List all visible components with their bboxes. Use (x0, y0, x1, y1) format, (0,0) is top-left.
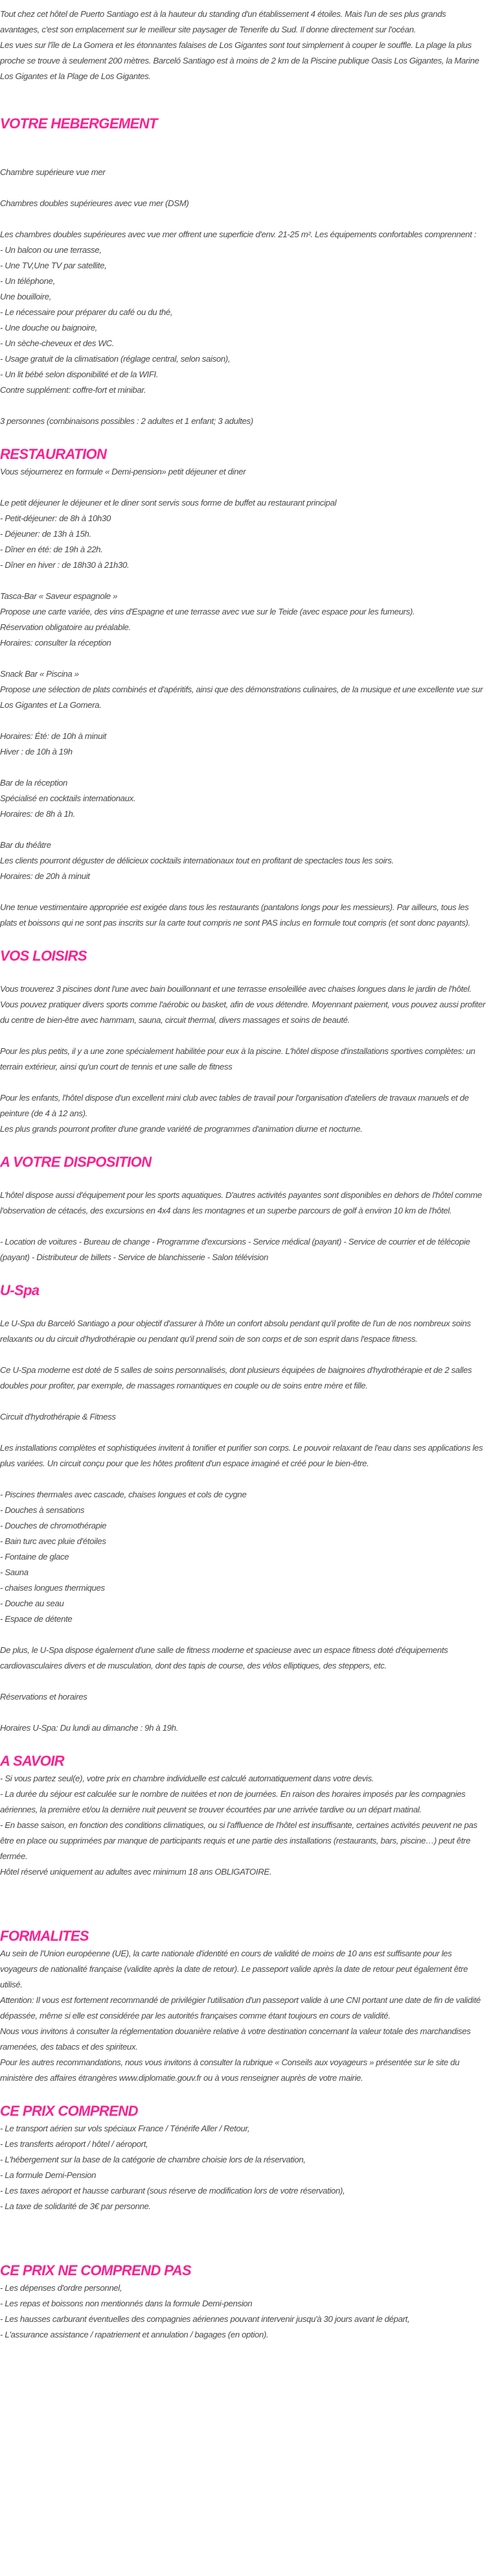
loisirs-paragraph: Vous trouverez 3 piscines dont l'une avec bain bouillonnant et une terrasse ensoleillée avec chaises longues dans le jardin de l'hôtel. Vous pouvez pratiquer divers sports comme l'aérobic ou basket, afin de vous détendre. Moyennant paiement, vous pouvez aussi profiter du centre de bien-être avec hammam, sauna, circuit thermal, divers massages et soins de beauté. (0, 984, 485, 1025)
savoir-line: Hôtel réservé uniquement au adultes avec minimum 18 ans OBLIGATOIRE. (0, 1867, 272, 1877)
uspa-paragraph: De plus, le U-Spa dispose également d'une salle de fitness moderne et spacieuse avec un espace fitness doté d'équipements cardiovasculaires divers et de musculation, dont des tapis de course, des vélos elliptiques, des steppers, etc. (0, 1645, 448, 1670)
savoir-line: - Si vous partez seul(e), votre prix en chambre individuelle est calculé automatiquement dans votre devis. (0, 1774, 374, 1783)
section-title-prix-ne-comprend-pas: CE PRIX NE COMPREND PAS (0, 2262, 192, 2278)
buffet-line: Le petit déjeuner le déjeuner et le diner sont servis sous forme de buffet au restaurant principal (0, 498, 337, 508)
included-item: - La formule Demi-Pension (0, 2170, 97, 2180)
circuit-item: - Espace de détente (0, 1614, 73, 1624)
section-title-formalites: FORMALITES (0, 1928, 89, 1944)
formalites-line: Pour les autres recommandations, nous vous invitons à consulter la rubrique « Conseils aux voyageurs » présentée sur le site du ministère des affaires étrangères www.diplomatie.gouv.fr ou à vous renseigner auprès de votre mairie. (0, 2057, 460, 2083)
equipment-item: - Un sèche-cheveux et des WC. (0, 338, 115, 348)
section-title-hebergement: VOTRE HEBERGEMENT (0, 115, 157, 132)
room-type: Chambres doubles supérieures avec vue mer (DSM) (0, 198, 189, 208)
excluded-item: - Les hausses carburant éventuelles des compagnies aériennes pouvant intervenir jusqu'à 30 jours avant le départ, (0, 2314, 410, 2324)
circuit-item: - Douches à sensations (0, 1505, 85, 1515)
equipment-item: - Une TV,Une TV par satellite, (0, 261, 107, 270)
excluded-item: - Les repas et boissons non mentionnés dans la formule Demi-pension (0, 2299, 253, 2308)
hebergement-section (0, 114, 487, 429)
intro-paragraph: Tout chez cet hôtel de Puerto Santiago est à la hauteur du standing d'un établissement 4 étoiles. Mais l'un de ses plus grands avantages, c'est son emplacement sur le meilleur site paysager de Tenerife du Sud. Il donne directement sur l'océan. (0, 9, 446, 34)
room-capacity: 3 personnes (combinaisons possibles : 2 adultes et 1 enfant; 3 adultes) (0, 416, 253, 426)
uspa-hours: Horaires U-Spa: Du lundi au dimanche : 9h à 19h. (0, 1723, 178, 1733)
uspa-section (0, 1265, 487, 1736)
snack-bar-name: Snack Bar « Piscina » (0, 669, 79, 679)
equipment-item: - Un téléphone, (0, 276, 55, 286)
buffet-line: - Dîner en hiver : de 18h30 à 21h30. (0, 560, 130, 570)
circuit-item: - Fontaine de glace (0, 1552, 69, 1562)
savoir-line: - En basse saison, en fonction des conditions climatiques, ou si l'affluence de l'hôtel est insuffisante, certaines activités peuvent ne pas être en place ou supprimées par manque de participants requis et une partie des installations (restaurants, bars, piscine…) peut être fermée. (0, 1820, 477, 1861)
equipment-item: Une bouilloire, (0, 292, 52, 301)
section-title-savoir: A SAVOIR (0, 1753, 65, 1769)
circuit-item: - Bain turc avec pluie d'étoiles (0, 1536, 106, 1546)
snack-bar-hours: Hiver : de 10h à 19h (0, 747, 73, 756)
disposition-paragraph: L'hôtel dispose aussi d'équipement pour les sports aquatiques. D'autres activités payantes sont disponibles en dehors de l'hôtel comme l'observation de cétacés, des excursions en 4x4 dans les montagnes et un superbe parcours de golf à environ 10 km de l'hôtel. (0, 1190, 482, 1215)
prix-ne-comprend-pas-section (0, 2214, 487, 2374)
equipment-item: - Un balcon ou une terrasse, (0, 245, 102, 255)
equipment-item: - Le nécessaire pour préparer du café ou du thé, (0, 307, 173, 317)
loisirs-section (0, 931, 487, 1137)
included-item: - Le transport aérien sur vols spéciaux France / Ténérife Aller / Retour, (0, 2124, 250, 2133)
disposition-section (0, 1137, 487, 1265)
circuit-item: - Douche au seau (0, 1598, 64, 1608)
snack-bar-line: Propose une sélection de plats combinés et d'apéritifs, ainsi que des démonstrations culinaires, de la musique et une excellente vue sur Los Gigantes et La Gomera. (0, 685, 483, 710)
intro-paragraph: Les vues sur l'île de La Gomera et les étonnantes falaises de Los Gigantes sont tout simplement à couper le souffle. La plage la plus proche se trouve à seulement 200 mètres. Barceló Santiago est à moins de 2 km de la Piscine publique Oasis Los Gigantes, la Marine Los Gigantes et la Plage de Los Gigantes. (0, 40, 479, 81)
equipment-item: - Un lit bébé selon disponibilité et de la WIFI. (0, 369, 159, 379)
loisirs-paragraph: Pour les plus petits, il y a une zone spécialement habilitée pour eux à la piscine. L'hôtel dispose d'installations sportives complètes: un terrain extérieur, ainsi qu'un court de tennis et une salle de fitness (0, 1046, 475, 1071)
savoir-line: - La durée du séjour est calculée sur le nombre de nuitées et non de journées. En raison des horaires imposés par les compagnies aériennes, la première et/ou la dernière nuit peuvent se trouver écourtées par une arrivée tardive ou un départ matinal. (0, 1789, 466, 1814)
included-item: - Les taxes aéroport et hausse carburant (sous réserve de modification lors de votre réservation), (0, 2186, 345, 2195)
savoir-section (0, 1736, 487, 1880)
prix-comprend-section (0, 2086, 487, 2214)
included-item: - Les transferts aéroport / hôtel / aéroport, (0, 2139, 148, 2149)
room-name: Chambre supérieure vue mer (0, 167, 106, 177)
excluded-item: - L'assurance assistance / rapatriement et annulation / bagages (en option). (0, 2330, 269, 2339)
meal-formula: Vous séjournerez en formule « Demi-pension» petit déjeuner et diner (0, 467, 246, 476)
section-title-prix-comprend: CE PRIX COMPREND (0, 2103, 138, 2119)
services-list: - Location de voitures - Bureau de change - Programme d'excursions - Service médical (payant) - Service de courrier et de télécopie (payant) - Distributeur de billets - Service de blanchisserie - Salon télévision (0, 1237, 470, 1262)
uspa-paragraph: Les installations complètes et sophistiquées invitent à tonifier et purifier son corps. Le pouvoir relaxant de l'eau dans ses applications les plus variées. Un circuit conçu pour que les hôtes profitent d'un espace imaginé et créé pour le bien-être. (0, 1443, 483, 1468)
theatre-bar-line: Les clients pourront déguster de délicieux cocktails internationaux tout en profitant de spectacles tous les soirs. (0, 856, 394, 865)
circuit-item: - Piscines thermales avec cascade, chaises longues et cols de cygne (0, 1490, 247, 1499)
equipment-item: Contre supplément: coffre-fort et minibar. (0, 385, 146, 395)
reception-bar-name: Bar de la réception (0, 778, 68, 788)
room-description: Les chambres doubles supérieures avec vue mer offrent une superficie d'env. 21-25 m². Les équipements confortables comprennent : (0, 229, 477, 239)
section-title-uspa: U-Spa (0, 1282, 40, 1298)
buffet-line: - Dîner en été: de 19h à 22h. (0, 544, 103, 554)
circuit-item: - Sauna (0, 1567, 29, 1577)
section-title-loisirs: VOS LOISIRS (0, 948, 87, 964)
tasca-bar-line: Propose une carte variée, des vins d'Espagne et une terrasse avec vue sur le Teide (avec espace pour les fumeurs). (0, 607, 415, 616)
intro-section (0, 6, 487, 84)
snack-bar-hours: Horaires: Été: de 10h à minuit (0, 731, 106, 741)
buffet-line: - Petit-déjeuner: de 8h à 10h30 (0, 513, 111, 523)
excluded-item: - Les dépenses d'ordre personnel, (0, 2283, 122, 2293)
formalites-line: Nous vous invitons à consulter la réglementation douanière relative à votre destination concernant la valeur totale des marchandises ramenées, des tabacs et des spiriteux. (0, 2026, 471, 2052)
tasca-bar-line: Réservation obligatoire au préalable. (0, 622, 131, 632)
reservations-title: Réservations et horaires (0, 1692, 87, 1702)
formalites-line: Au sein de l'Union européenne (UE), la carte nationale d'identité en cours de validité de moins de 10 ans est suffisante pour les voyageurs de nationalité française (validite après la date de retour). Le passeport valide après la date de retour peut également être utilisé. (0, 1949, 468, 1989)
buffet-line: - Déjeuner: de 13h à 15h. (0, 529, 91, 539)
circuit-item: - chaises longues thermiques (0, 1583, 105, 1593)
included-item: - La taxe de solidarité de 3€ par personne. (0, 2201, 151, 2211)
reception-bar-line: Horaires: de 8h à 1h. (0, 809, 75, 819)
loisirs-paragraph: Pour les enfants, l'hôtel dispose d'un excellent mini club avec tables de travail pour l'organisation d'ateliers de travaux manuels et de peinture (de 4 à 12 ans). (0, 1093, 469, 1118)
equipment-item: - Usage gratuit de la climatisation (réglage central, selon saison), (0, 354, 231, 364)
formalites-section (0, 1880, 487, 2086)
tasca-bar-line: Horaires: consulter la réception (0, 638, 111, 648)
section-title-restauration: RESTAURATION (0, 446, 107, 462)
circuit-item: - Douches de chromothérapie (0, 1521, 107, 1530)
restauration-section (0, 429, 487, 931)
included-item: - L'hébergement sur la base de la catégorie de chambre choisie lors de la réservation, (0, 2155, 306, 2164)
dress-code-note: Une tenue vestimentaire appropriée est exigée dans tous les restaurants (pantalons longs pour les messieurs). Par ailleurs, tous les plats et boissons qui ne sont pas inscrits sur la carte tout compris ne sont PAS inclus en formule tout compris (et sont donc payants). (0, 902, 470, 928)
equipment-item: - Une douche ou baignoire, (0, 323, 97, 333)
uspa-paragraph: Le U-Spa du Barceló Santiago a pour objectif d'assurer à l'hôte un confort absolu pendant qu'il profite de l'un de nos nombreux soins relaxants ou du circuit d'hydrothérapie ou pendant qu'il prend soin de son corps et de son esprit dans l'espace fitness. (0, 1318, 471, 1344)
loisirs-paragraph: Les plus grands pourront profiter d'une grande variété de programmes d'animation diurne et nocturne. (0, 1124, 363, 1134)
theatre-bar-name: Bar du théâtre (0, 840, 51, 850)
formalites-line: Attention: Il vous est fortement recommandé de privilégier l'utilisation d'un passeport valide à une CNI portant une date de fin de validité dépassée, même si elle est considérée par les autorités françaises comme étant toujours en cours de validité. (0, 1995, 481, 2020)
circuit-title: Circuit d'hydrothérapie & Fitness (0, 1412, 116, 1422)
reception-bar-line: Spécialisé en cocktails internationaux. (0, 793, 136, 803)
tasca-bar-name: Tasca-Bar « Saveur espagnole » (0, 591, 118, 601)
uspa-paragraph: Ce U-Spa moderne est doté de 5 salles de soins personnalisés, dont plusieurs équipées de baignoires d'hydrothérapie et de 2 salles doubles pour profiter, par exemple, de massages romantiques en couple ou de soins entre mère et fille. (0, 1365, 472, 1390)
theatre-bar-line: Horaires: de 20h à minuit (0, 871, 90, 881)
section-title-disposition: A VOTRE DISPOSITION (0, 1154, 152, 1170)
